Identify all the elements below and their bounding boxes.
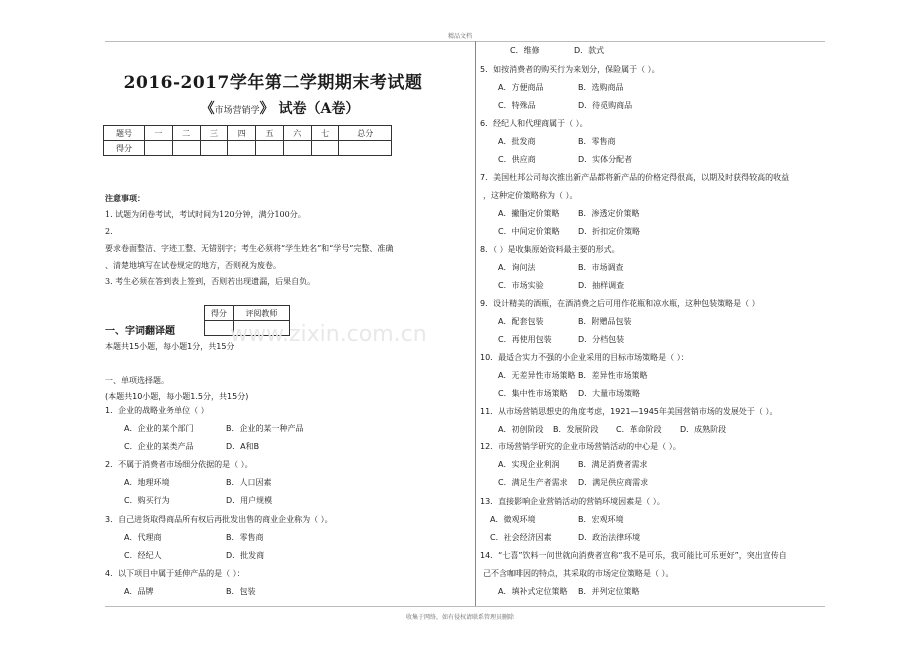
notice-line-2a: 2. <box>105 227 113 236</box>
question-option: A．填补式定位策略 <box>498 587 568 596</box>
question-option: D．批发商 <box>226 551 265 560</box>
grader-teacher-label: 评阅教师 <box>233 306 289 321</box>
question-option: A．微观环境 <box>490 515 536 524</box>
question-stem: 12．市场营销学研究的企业市场营销活动的中心是（ ）。 <box>480 442 681 451</box>
question-option: B．企业的某一种产品 <box>226 424 304 433</box>
notice-line-1: 1. 试题为闭卷考试，考试时间为120分钟，满分100分。 <box>105 210 306 219</box>
question-option: C．企业的某类产品 <box>124 442 194 451</box>
question-option: C．集中性市场策略 <box>498 389 568 398</box>
question-option: C．维修 <box>510 46 540 55</box>
exam-title: 2016-2017学年第二学期期末考试题 <box>123 73 423 93</box>
question-option: D．用户规模 <box>226 496 273 505</box>
question-stem: 14．“七喜”饮料一问世就向消费者宣称“我不是可乐，我可能比可乐更好”，突出宣传自 <box>480 551 787 560</box>
question-option: A．无差异性市场策略 <box>498 371 576 380</box>
score-cell: 三 <box>200 126 228 141</box>
score-cell: 七 <box>311 126 339 141</box>
question-option: A．地理环境 <box>124 478 170 487</box>
question-option: D．大量市场策略 <box>578 389 641 398</box>
question-option: A．方便商品 <box>498 83 544 92</box>
exam-subtitle <box>150 98 410 118</box>
question-option: B．附赠品包装 <box>578 317 632 326</box>
part-desc: (本题共10小题，每小题1.5分，共15分) <box>105 392 249 401</box>
score-cell: 四 <box>228 126 256 141</box>
notice-line-2c: 、清楚地填写在试卷规定的地方，否则视为废卷。 <box>105 261 281 270</box>
question-option: D．分档包装 <box>578 335 625 344</box>
question-option: A．配套包装 <box>498 317 544 326</box>
question-option: B．差异性市场策略 <box>578 371 648 380</box>
footer-rule <box>105 606 825 607</box>
question-option: B．市场调查 <box>578 263 624 272</box>
question-option: D．成熟阶段 <box>680 425 727 434</box>
score-cell-total: 总分 <box>339 126 392 141</box>
question-stem: 5．如按消费者的购买行为来划分，保险属于（ ）。 <box>480 65 660 74</box>
column-divider <box>475 41 476 606</box>
question-option: D．折扣定价策略 <box>578 227 641 236</box>
part-heading: 一、单项选择题。 <box>105 376 169 385</box>
question-option: C．购买行为 <box>124 496 170 505</box>
score-input-cell[interactable] <box>200 141 228 156</box>
score-row-label: 得分 <box>104 141 145 156</box>
notice-line-2b: 要求卷面整洁、字迹工整、无错别字；考生必须将“学生姓名”和“学号”完整、准确 <box>105 244 394 253</box>
subtitle-prefix: 《 <box>200 101 215 117</box>
question-option: D．实体分配者 <box>578 155 633 164</box>
question-stem: 8．（ ）是收集原始资料最主要的形式。 <box>480 245 620 254</box>
section-desc: 本题共15小题，每小题1分，共15分 <box>105 342 235 351</box>
question-option: B．满足消费者需求 <box>578 460 648 469</box>
question-stem: 13．直接影响企业营销活动的营销环境因素是（ ）。 <box>480 497 665 506</box>
question-stem: 1．企业的战略业务单位（ ） <box>105 406 209 415</box>
question-option: D．政治法律环境 <box>578 533 641 542</box>
question-option: D．满足供应商需求 <box>578 478 649 487</box>
question-option: B．渗透定价策略 <box>578 209 640 218</box>
question-stem: 11．从市场营销思想史的角度考虑，1921—1945年美国营销市场的发展处于（ ）。 <box>480 407 778 416</box>
score-table <box>103 125 392 156</box>
question-option: D．待觅购商品 <box>578 101 633 110</box>
notice-heading: 注意事项： <box>105 193 145 203</box>
question-option: D．抽样调查 <box>578 281 625 290</box>
question-option: C．再使用包装 <box>498 335 552 344</box>
score-input-cell[interactable] <box>228 141 256 156</box>
question-option: A．企业的某个部门 <box>124 424 194 433</box>
score-cell: 二 <box>172 126 200 141</box>
question-option: A．代理商 <box>124 533 162 542</box>
question-stem: 4．以下项目中属于延伸产品的是（ ）： <box>105 569 245 578</box>
question-stem: 3．自己进货取得商品所有权后再批发出售的商业企业称为（ ）。 <box>105 515 333 524</box>
question-option: C．供应商 <box>498 155 536 164</box>
header-note: 精品文档 <box>447 33 472 40</box>
question-option: A．批发商 <box>498 137 536 146</box>
notice-line-3: 3. 考生必须在答到表上签到，否则若出现遗漏，后果自负。 <box>105 277 316 286</box>
question-option: C．中间定价策略 <box>498 227 560 236</box>
question-stem: 10．最适合实力不强的小企业采用的目标市场策略是（ ）： <box>480 353 689 362</box>
footer-note: 收集于网络，如有侵权请联系管理员删除 <box>405 614 514 621</box>
score-input-cell[interactable] <box>256 141 284 156</box>
score-input-cell[interactable] <box>172 141 200 156</box>
question-stem: 2．不属于消费者市场细分依据的是（ ）。 <box>105 460 253 469</box>
score-table-value-row <box>104 141 392 156</box>
section-heading: 一、字词翻译题 <box>105 326 175 337</box>
question-option: A．品牌 <box>124 587 154 596</box>
question-stem: 9．设计精美的酒瓶，在酒消费之后可用作花瓶和凉水瓶，这种包装策略是（ ） <box>480 299 760 308</box>
score-input-cell[interactable] <box>339 141 392 156</box>
question-option: B．人口因素 <box>226 478 272 487</box>
question-stem: 己不含咖啡因的特点，其采取的市场定位策略是（ ）。 <box>483 569 674 578</box>
subtitle-suffix: 》 试卷（A卷） <box>259 101 360 117</box>
question-stem: 7．美国杜邦公司每次推出新产品都将新产品的价格定得很高，以期及时获得较高的收益 <box>480 173 790 182</box>
question-option: C．社会经济因素 <box>490 533 552 542</box>
question-option: A．初创阶段 <box>498 425 544 434</box>
question-option: A．撇脂定价策略 <box>498 209 560 218</box>
score-cell: 一 <box>145 126 173 141</box>
question-option: B．选购商品 <box>578 83 624 92</box>
question-option: D．A和B <box>226 442 260 451</box>
question-option: B．包装 <box>226 587 256 596</box>
question-option: B．零售商 <box>578 137 616 146</box>
score-input-cell[interactable] <box>283 141 311 156</box>
question-option: C．革命阶段 <box>616 425 662 434</box>
course-name: 市场营销学 <box>214 106 260 116</box>
watermark: www.zixin.com.cn <box>230 322 427 347</box>
question-option: D．款式 <box>574 46 605 55</box>
question-option: C．经纪人 <box>124 551 162 560</box>
question-stem: ，这种定价策略称为（ ）。 <box>483 191 578 200</box>
question-stem: 6．经纪人和代理商属于（ ）。 <box>480 119 588 128</box>
question-option: B．发展阶段 <box>553 425 599 434</box>
question-option: B．零售商 <box>226 533 264 542</box>
score-cell: 五 <box>256 126 284 141</box>
score-table-header-row <box>104 126 392 141</box>
score-cell-label: 题号 <box>104 126 145 141</box>
grader-score-label: 得分 <box>205 306 234 321</box>
question-option: C．满足生产者需求 <box>498 478 568 487</box>
score-cell: 六 <box>283 126 311 141</box>
question-option: C．市场实验 <box>498 281 544 290</box>
question-option: A．询问法 <box>498 263 536 272</box>
question-option: B．并列定位策略 <box>578 587 640 596</box>
score-input-cell[interactable] <box>145 141 173 156</box>
question-option: B．宏观环境 <box>578 515 624 524</box>
score-input-cell[interactable] <box>311 141 339 156</box>
question-option: A．实现企业利润 <box>498 460 560 469</box>
question-option: C．特殊品 <box>498 101 536 110</box>
header-rule <box>105 41 825 42</box>
